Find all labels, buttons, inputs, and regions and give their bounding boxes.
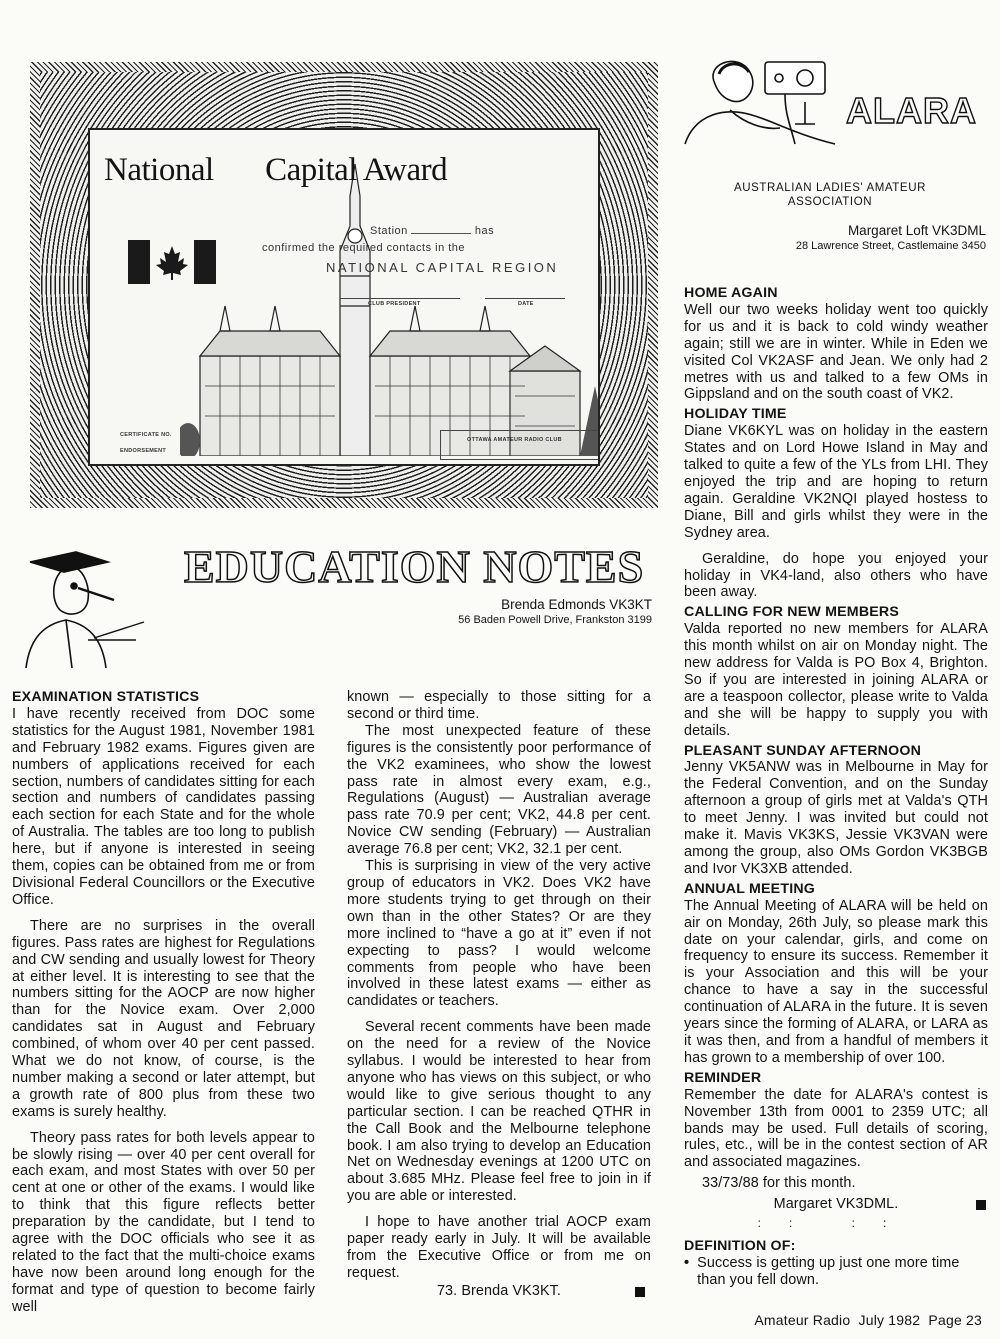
annual-meeting-paragraph: The Annual Meeting of ALARA will be held on air on Monday, 26th July, so please mark this date on your calendar, girls, and come on frequency to ensure its success. Remember it is your Association and this will be your chance to have a say in the successful continuation of ALARA in the future. It is seven years since the forming of ALARA, or LARA as it was then, and from a handful of members it has grown to a membership of over 100. xyxy=(684,897,988,1066)
reminder-closing: 33/73/88 for this month. xyxy=(702,1175,856,1192)
certificate-number-label: CERTIFICATE NO. xyxy=(120,432,172,438)
education-notes-title: EDUCATION NOTES xyxy=(184,541,645,592)
alara-association-name xyxy=(720,181,940,209)
teacher-cartoon xyxy=(16,540,166,668)
certificate-has-label: has xyxy=(474,225,495,237)
certificate-endorsement-label: ENDORSEMENT xyxy=(120,448,167,454)
new-members-paragraph: Valda reported no new members for ALARA this month whilst on air on Monday night. The new address for Valda is PO Box 4, Brighton. So if you are interested in joining ALARA or are a teaspoon collector, please write to Valda and she will be happy to supply you with details. xyxy=(684,621,988,739)
new-members-heading: CALLING FOR NEW MEMBERS xyxy=(684,604,900,621)
education-author: Brenda Edmonds VK3KT xyxy=(501,597,652,612)
alara-address: 28 Lawrence Street, Castlemaine 3450 xyxy=(795,240,986,252)
column1-paragraph-3: Theory pass rates for both levels appear to be slowly rising — over 40 per cent overall for each exam, and most States with over 50 per cent at one or other of the exams. I would like to think that this figure reflects better preparation by the candidate, but I tend to agree with the DOC officials who see it as related to the fact that the multi-choice exams have now been around long enough for the format and type of question to become fairly well xyxy=(12,1129,315,1315)
certificate-club-president-label: CLUB PRESIDENT xyxy=(368,301,421,307)
certificate-illustration xyxy=(30,62,658,508)
reminder-paragraph: Remember the date for ALARA's contest is November 13th from 0001 to 2359 UTC; all bands may be used. Full details of scoring, rules, etc., will be in the contest section of AR and associated magazines. xyxy=(684,1086,988,1171)
alara-association-line1: AUSTRALIAN LADIES' AMATEUR xyxy=(733,182,927,194)
certificate-title-left: National xyxy=(104,152,214,188)
column3-signoff xyxy=(684,1196,988,1213)
lady-radio-operator-cartoon xyxy=(675,54,845,154)
column2-paragraph-4: Several recent comments have been made on the need for a review of the Novice syllabus. I would be interested to hear from anyone who has views on this subject, or who would like to give serious thought to any particular section. I can be reached QTHR in the Call Book and the Melbourne telephone book. I am also trying to develop an Education Net on Wednesday evenings at 1200 UTC on about 3.685 MHz. Please feel free to join in if you are able or interested. xyxy=(347,1019,651,1205)
certificate-confirmed-line: confirmed the required contacts in the xyxy=(262,242,466,254)
holiday-time-paragraph-2: Geraldine, do hope you enjoyed your holiday in VK4-land, also others who have been away. xyxy=(684,550,988,601)
definition-text: Success is getting up just one more time than you fell down. xyxy=(697,1254,960,1288)
column1-paragraph-2: There are no surprises in the overall figures. Pass rates are highest for Regulations and CW sending and usually lowest for Theory at either level. It is interesting to see that the numbers sitting for the AOCP are now higher than for the Novice exam. Over 2,000 candidates sat in August and February combined, of whom over 40 per cent passed. What we do not know, of course, is the number making a second or later attempt, but a growth rate of 800 plus from these two exams is surely healthy. xyxy=(12,917,315,1120)
section-divider: :: :: xyxy=(757,1216,915,1231)
column2-paragraph-3: This is surprising in view of the very active group of educators in VK2. Does VK2 have more students trying to get through on their own than in the other States? Or are they more inclined to “have a go at it” even if not expecting to pass? I would welcome comments from people who have been involved in these latest exams — either as candidates or teachers. xyxy=(347,858,651,1010)
sunday-afternoon-paragraph: Jenny VK5ANW was in Melbourne in May for the Federal Convention, and on the Sunday afternoon a group of girls met at Valda's QTH to meet Jenny. I was invited but could not make it. Mavis VK3KS, Jessie VK3VAN were among the group, also OMs Gordon VK3BGB and Ivor VK3XB attended. xyxy=(684,759,988,877)
club-seal xyxy=(440,430,600,460)
certificate-body xyxy=(88,128,600,466)
definition-bullet xyxy=(684,1255,988,1289)
certificate-title-right: Capital Award xyxy=(265,152,448,188)
column2-paragraph-5: I hope to have another trial AOCP exam paper ready early in July. It will be available from the Executive Office or from me on request. xyxy=(347,1214,651,1281)
education-address: 56 Baden Powell Drive, Frankston 3199 xyxy=(458,614,652,626)
column2-signoff xyxy=(347,1283,651,1300)
reminder-heading: REMINDER xyxy=(684,1069,762,1086)
definition-heading: DEFINITION OF: xyxy=(684,1237,796,1254)
margaret-signature: Margaret VK3DML. xyxy=(773,1196,899,1213)
canadian-flag-icon xyxy=(128,240,216,284)
certificate-station-label: Station xyxy=(370,225,408,237)
certificate-date-label: DATE xyxy=(518,301,534,307)
education-column-1 xyxy=(12,689,315,1316)
end-mark-icon xyxy=(976,1200,986,1210)
column2-paragraph-1: known — especially to those sitting for a second or third time. xyxy=(347,689,651,722)
sunday-afternoon-heading: PLEASANT SUNDAY AFTERNOON xyxy=(684,742,922,759)
alara-author: Margaret Loft VK3DML xyxy=(847,223,986,238)
page-footer: Amateur Radio July 1982 Page 23 xyxy=(754,1312,982,1328)
home-again-paragraph: Well our two weeks holiday went too quickly for us and it is back to cold windy weather again; still we are in winter. While in Eden we visited Col VK2ASF and Jean. We only had 2 metres with us and talked to a few OMs in Gippsland and on the south coast of VK2. xyxy=(684,301,988,403)
alara-logo: ALARA xyxy=(846,90,977,131)
holiday-time-paragraph: Diane VK6KYL was on holiday in the eastern States and on Lord Howe Island in May and talked to quite a few of the YLs from LHI. They enjoyed the trip and are hoping to return again. Geraldine VK2NQI played hostess to Diane, Bill and girls whilst they were in the Sydney area. xyxy=(684,423,988,541)
alara-association-line2: ASSOCIATION xyxy=(787,196,873,208)
bullet-icon: • xyxy=(684,1254,690,1271)
home-again-heading: HOME AGAIN xyxy=(684,285,778,301)
column1-paragraph-1: I have recently received from DOC some statistics for the August 1981, November 1981 and February 1982 exams. Figures given are numbers of applications received for each section, numbers of candidates sitting for each section and numbers of candidates passing each section for each State and for the whole of Australia. The tables are too long to publish here, but if anyone is interested in seeing them, copies can be obtained from me or from Divisional Federal Councillors or the Executive Office. xyxy=(12,705,315,908)
brenda-signature: 73. Brenda VK3KT. xyxy=(436,1282,562,1299)
education-column-2 xyxy=(347,689,651,1300)
annual-meeting-heading: ANNUAL MEETING xyxy=(684,880,816,897)
club-name: OTTAWA AMATEUR RADIO CLUB xyxy=(467,437,562,443)
alara-column xyxy=(684,285,988,1289)
examination-statistics-heading: EXAMINATION STATISTICS xyxy=(12,689,200,705)
holiday-time-heading: HOLIDAY TIME xyxy=(684,406,787,423)
certificate-region: NATIONAL CAPITAL REGION xyxy=(326,260,559,275)
end-mark-icon xyxy=(635,1287,645,1297)
column2-paragraph-2: The most unexpected feature of these figures is the consistently poor performance of the VK2 examinees, who show the lowest pass rate in almost every exam, e.g., Regulations (August) — Australian average pass rate 70.9 per cent; VK2, 44.8 per cent. Novice CW sending (February) — Australian average 76.8 per cent; VK2, 32.1 per cent. xyxy=(347,722,651,858)
